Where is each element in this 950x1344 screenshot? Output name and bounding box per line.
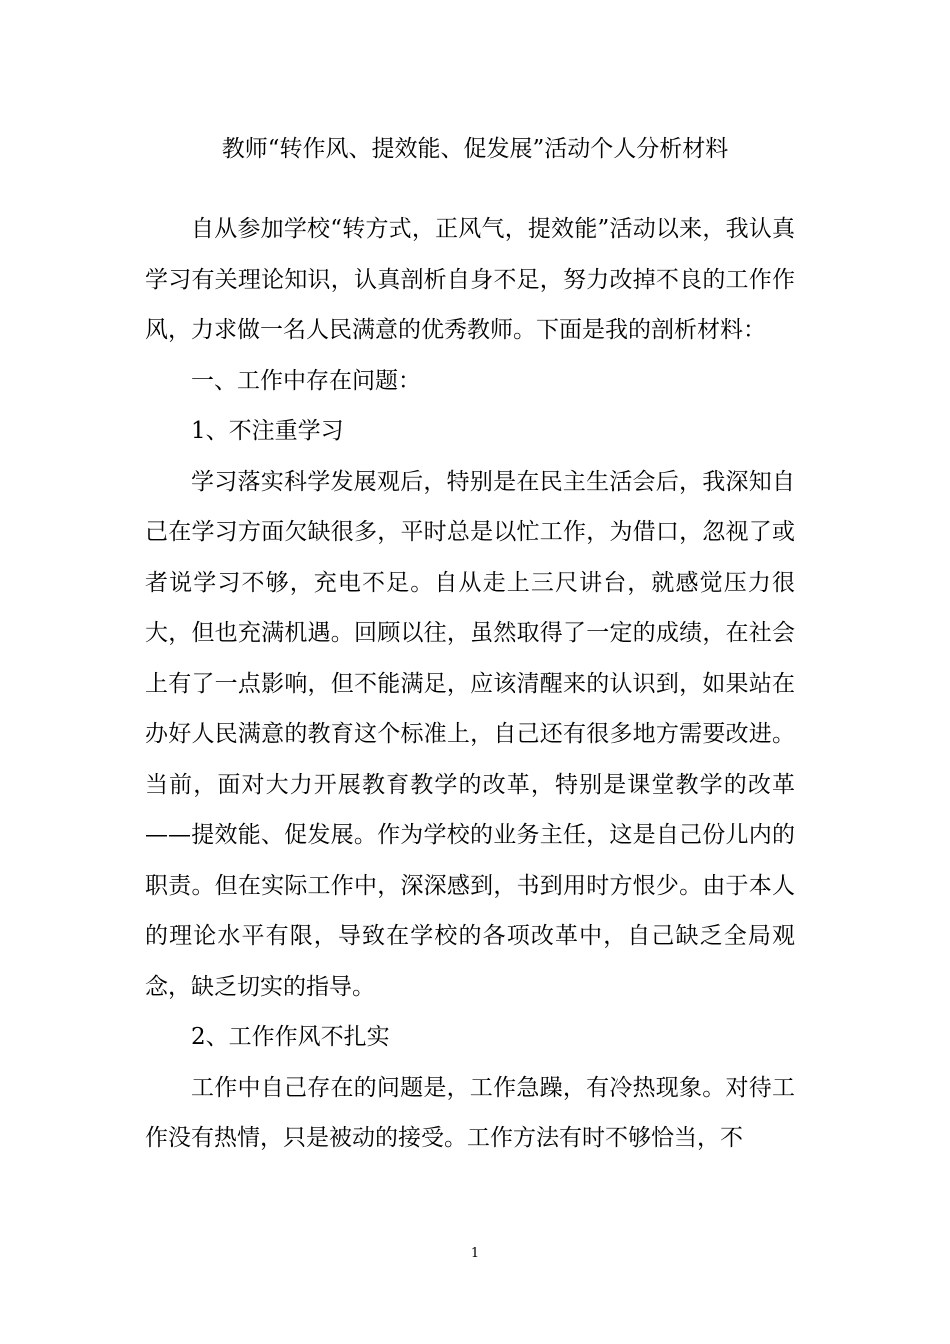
subheading-work-style: 2、工作作风不扎实: [191, 1024, 390, 1050]
paragraph-study: 学习落实科学发展观后，特别是在民主生活会后，我深知自己在学习方面欠缺很多，平时总是以忙工作，为借口，忽视了或者说学习不够，充电不足。自从走上三尺讲台，就感觉压力很大，但也充满机遇。回顾以往，虽然取得了一定的成绩，在社会上有了一点影响，但不能满足，应该清醒来的认识到，如果站在办好人民满意的教育这个标准上，自己还有很多地方需要改进。当前，面对大力开展教育教学的改革，特别是课堂教学的改革——提效能、促发展。作为学校的业务主任，这是自己份儿内的职责。但在实际工作中，深深感到，书到用时方恨少。由于本人的理论水平有限，导致在学校的各项改革中，自己缺乏全局观念，缺乏切实的指导。: [145, 468, 795, 1000]
paragraph-intro: 自从参加学校“转方式，正风气，提效能”活动以来，我认真学习有关理论知识，认真剖析自身不足，努力改掉不良的工作作风，力求做一名人民满意的优秀教师。下面是我的剖析材料：: [145, 216, 795, 343]
document-body: [145, 204, 795, 1164]
section-heading-problems: 一、工作中存在问题：: [191, 367, 421, 394]
subheading-study: 1、不注重学习: [191, 418, 344, 444]
paragraph-work-style: 工作中自己存在的问题是，工作急躁，有冷热现象。对待工作没有热情，只是被动的接受。工作方法有时不够恰当，不: [145, 1074, 795, 1151]
document-title: 教师“转作风、提效能、促发展”活动个人分析材料: [221, 136, 729, 162]
page-number: 1: [470, 1246, 480, 1261]
